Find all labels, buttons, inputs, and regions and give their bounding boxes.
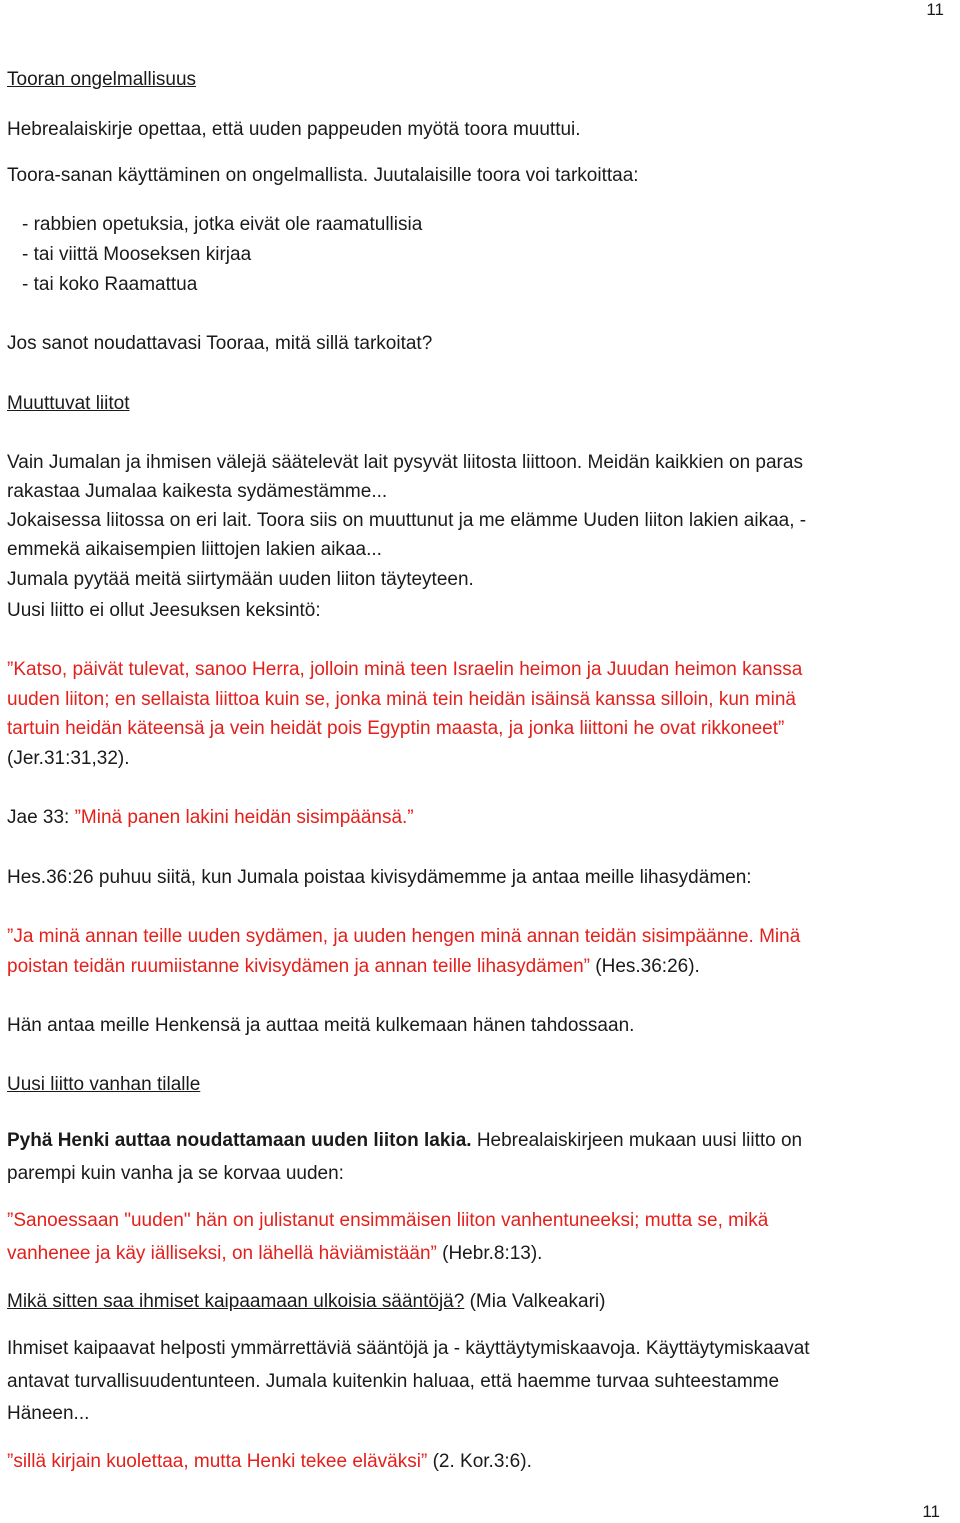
paragraph: Toora-sanan käyttäminen on ongelmallista. Juutalaisille toora voi tarkoittaa:	[7, 165, 639, 186]
paragraph: Hän antaa meille Henkensä ja auttaa meitä kulkemaan hänen tahdossaan.	[7, 1015, 635, 1036]
scripture-quote: vanhenee ja käy iälliseksi, on lähellä häviämistään”	[7, 1243, 437, 1264]
scripture-quote-line: uuden liiton; en sellaista liittoa kuin se, jonka minä tein heidän isäinsä kanssa silloin, kun minä	[7, 689, 796, 710]
paragraph-line: Ihmiset kaipaavat helposti ymmärrettäviä sääntöjä ja - käyttäytymiskaavoja. Käyttäytymiskaavat	[7, 1338, 810, 1359]
scripture-quote-line: tartuin heidän käteensä ja vein heidät pois Egyptin maasta, ja jonka liittoni he ovat rikkoneet”	[7, 718, 785, 739]
section-heading-muuttuvat-liitot: Muuttuvat liitot	[7, 393, 130, 414]
section-heading-saannot: Mikä sitten saa ihmiset kaipaamaan ulkoisia sääntöjä?	[7, 1291, 465, 1312]
section-heading-uusi-liitto: Uusi liitto vanhan tilalle	[7, 1074, 201, 1095]
section-heading-line	[7, 1290, 605, 1314]
paragraph-line: emmekä aikaisempien liittojen lakien aikaa...	[7, 539, 382, 560]
page-number-top: 11	[926, 0, 944, 19]
paragraph-line: Jokaisessa liitossa on eri lait. Toora siis on muuttunut ja me elämme Uuden liiton lakien aikaa, -	[7, 510, 807, 531]
scripture-reference: (Hebr.8:13).	[436, 1243, 543, 1264]
paragraph-line: rakastaa Jumalaa kaikesta sydämestämme...	[7, 481, 388, 502]
paragraph-line: Vain Jumalan ja ihmisen välejä säätelevät lait pysyvät liitosta liittoon. Meidän kaikkien on paras	[7, 452, 803, 473]
scripture-quote-line: ”Ja minä annan teille uuden sydämen, ja uuden hengen minä annan teidän sisimpäänne. Minä	[7, 926, 801, 947]
scripture-quote-line-with-ref	[7, 955, 700, 979]
lead-rest: Hebrealaiskirjeen mukaan uusi liitto on	[471, 1130, 803, 1151]
list-item: - rabbien opetuksia, jotka eivät ole raamatullisia	[22, 214, 423, 235]
scripture-reference: (Jer.31:31,32).	[7, 748, 130, 769]
scripture-quote-line-with-ref	[7, 1242, 542, 1266]
author-attribution: (Mia Valkeakari)	[464, 1291, 606, 1312]
paragraph-line: Jumala pyytää meitä siirtymään uuden liiton täyteyteen.	[7, 569, 474, 590]
paragraph-line: Uusi liitto ei ollut Jeesuksen keksintö:	[7, 600, 321, 621]
paragraph-line	[7, 1129, 802, 1153]
scripture-reference: (2. Kor.3:6).	[427, 1451, 532, 1472]
page-number-bottom: 11	[922, 1502, 940, 1521]
scripture-quote-line: ”Katso, päivät tulevat, sanoo Herra, jolloin minä teen Israelin heimon ja Juudan heimon kanssa	[7, 659, 803, 680]
scripture-quote-line-with-ref	[7, 1450, 532, 1474]
scripture-quote: ”Minä panen lakini heidän sisimpäänsä.”	[74, 807, 414, 828]
scripture-quote: ”sillä kirjain kuolettaa, mutta Henki tekee eläväksi”	[7, 1451, 428, 1472]
paragraph: Hes.36:26 puhuu siitä, kun Jumala poistaa kivisydämemme ja antaa meille lihasydämen:	[7, 867, 752, 888]
list-item: - tai koko Raamattua	[22, 274, 198, 295]
paragraph-line: Häneen...	[7, 1403, 90, 1424]
verse-line	[7, 806, 414, 830]
paragraph: Jos sanot noudattavasi Tooraa, mitä sillä tarkoitat?	[7, 333, 433, 354]
scripture-quote-line: ”Sanoessaan "uuden" hän on julistanut ensimmäisen liiton vanhentuneeksi; mutta se, mikä	[7, 1210, 769, 1231]
paragraph: Hebrealaiskirje opettaa, että uuden pappeuden myötä toora muuttui.	[7, 119, 581, 140]
bold-lead: Pyhä Henki auttaa noudattamaan uuden liiton lakia.	[7, 1130, 472, 1151]
scripture-reference: (Hes.36:26).	[590, 956, 700, 977]
paragraph-line: antavat turvallisuudentunteen. Jumala kuitenkin haluaa, että haemme turvaa suhteestamme	[7, 1371, 780, 1392]
list-item: - tai viittä Mooseksen kirjaa	[22, 244, 252, 265]
scripture-quote: poistan teidän ruumiistanne kivisydämen ja annan teille lihasydämen”	[7, 956, 590, 977]
paragraph-line: parempi kuin vanha ja se korvaa uuden:	[7, 1163, 344, 1184]
section-heading-toora: Tooran ongelmallisuus	[7, 69, 197, 90]
verse-prefix: Jae 33:	[7, 807, 75, 828]
